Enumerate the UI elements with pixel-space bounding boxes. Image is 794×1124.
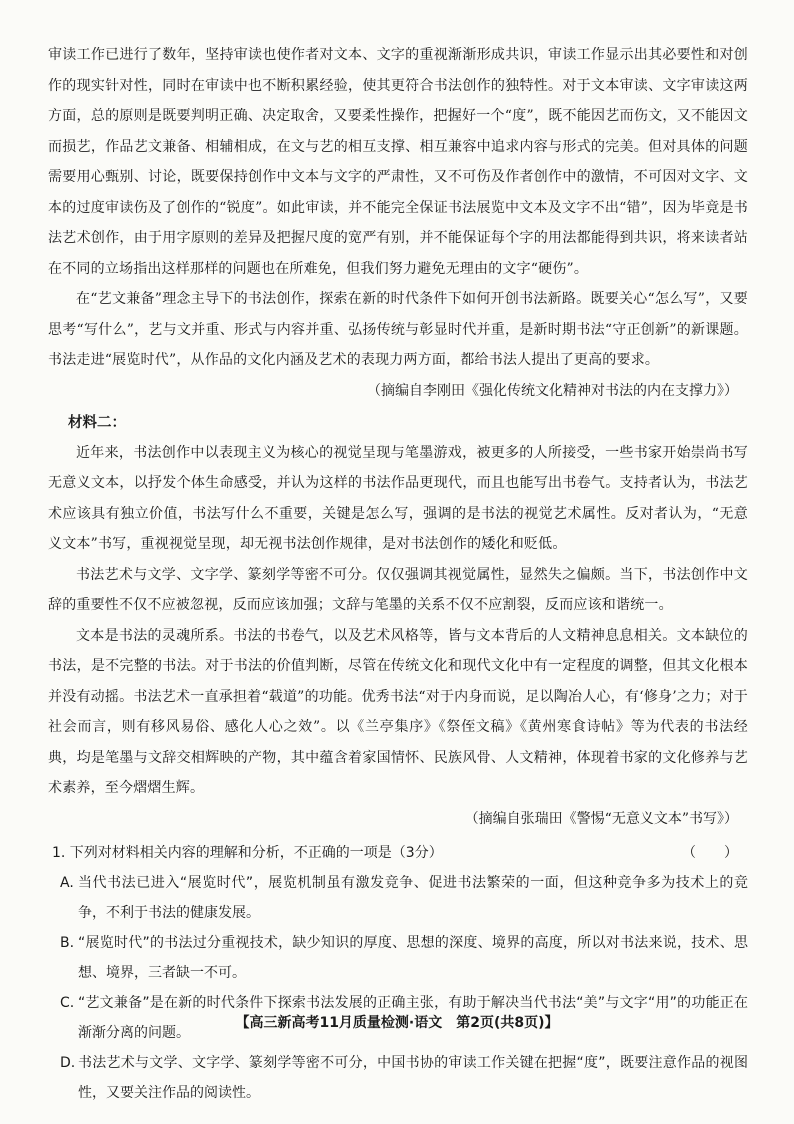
material-two bbox=[48, 408, 748, 834]
option-text: “艺文兼备”是在新的时代条件下探索书法发展的正确主张，有助于解决当代书法“美”与文字“用”的功能正在渐渐分离的问题。 bbox=[78, 994, 748, 1041]
material-two-source: （摘编自张瑞田《警惕“无意义文本”书写》） bbox=[464, 810, 738, 827]
question-1-stem-row bbox=[48, 838, 748, 868]
answer-blank: （ ） bbox=[682, 844, 738, 861]
option-b bbox=[48, 928, 748, 988]
option-a bbox=[48, 868, 748, 928]
material-one-source: （摘编自李刚田《强化传统文化精神对书法的内在支撑力》） bbox=[367, 382, 738, 399]
option-letter: B. bbox=[60, 934, 75, 951]
material-one-continuation bbox=[48, 40, 748, 406]
option-letter: D. bbox=[60, 1054, 76, 1071]
material-one-paragraph: 在“艺文兼备”理念主导下的书法创作，探索在新的时代条件下如何开创书法新路。既要关心“怎么写”，又要思考“写什么”，艺与文并重、形式与内容并重、弘扬传统与彰显时代并重，是新时期书法“守正创新”的新课题。书法走进“展览时代”，从作品的文化内涵及艺术的表现力两方面，都给书法人提出了更高的要求。 bbox=[48, 291, 748, 368]
option-text: 书法艺术与文学、文字学、篆刻学等密不可分，中国书协的审读工作关键在把握“度”，既要注意作品的视图性，又要关注作品的阅读性。 bbox=[78, 1054, 748, 1101]
material-two-paragraph: 书法艺术与文学、文字学、篆刻学等密不可分。仅仅强调其视觉属性，显然失之偏颇。当下，书法创作中文辞的重要性不仅不应被忽视，反而应该加强；文辞与笔墨的关系不仅不应割裂，反而应该和谐统一。 bbox=[48, 566, 748, 613]
material-one-paragraph: 审读工作已进行了数年，坚持审读也使作者对文本、文字的重视渐渐形成共识，审读工作显示出其必要性和对创作的现实针对性，同时在审读中也不断积累经验，使其更符合书法创作的独特性。对于文本审读、文字审读这两方面，总的原则是既要判明正确、决定取舍，又要柔性操作，把握好一个“度”，既不能因艺而伤文，又不能因文而损艺，作品艺文兼备、相辅相成，在文与艺的相互支撑、相互兼容中追求内容与形式的完美。但对具体的问题需要用心甄别、讨论，既要保持创作中文本与文字的严肃性，又不可伤及作者创作中的激情，不可因对文字、文本的过度审读伤及了创作的“锐度”。如此审读，并不能完全保证书法展览中文本及文字不出“错”，因为毕竟是书法艺术创作，由于用字原则的差异及把握尺度的宽严有别，并不能保证每个字的用法都能得到共识，将来读者站在不同的立场指出这样那样的问题也在所难免，但我们努力避免无理由的文字“硬伤”。 bbox=[48, 47, 748, 277]
question-1 bbox=[48, 838, 748, 1108]
option-text: “展览时代”的书法过分重视技术，缺少知识的厚度、思想的深度、境界的高度，所以对书法来说，技术、思想、境界，三者缺一不可。 bbox=[78, 934, 748, 981]
option-letter: C. bbox=[60, 994, 75, 1011]
page-footer: 【高三新高考11月质量检测·语文 第2页(共8页)】 bbox=[235, 1015, 559, 1031]
option-d bbox=[48, 1048, 748, 1108]
material-two-heading: 材料二： bbox=[68, 413, 126, 431]
material-two-paragraph: 近年来，书法创作中以表现主义为核心的视觉呈现与笔墨游戏，被更多的人所接受，一些书家开始崇尚书写无意义文本，以抒发个体生命感受，并认为这样的书法作品更现代，而且也能写出书卷气。支持者认为，书法艺术应该具有独立价值，书法写什么不重要，关键是怎么写，强调的是书法的视觉艺术属性。反对者认为，“无意义文本”书写，重视视觉呈现，却无视书法创作规律，是对书法创作的矮化和贬低。 bbox=[48, 444, 748, 552]
question-1-stem: 1. 下列对材料相关内容的理解和分析，不正确的一项是（3分） bbox=[52, 844, 443, 861]
option-text: 当代书法已进入“展览时代”，展览机制虽有激发竞争、促进书法繁荣的一面，但这种竞争多为技术上的竞争，不利于书法的健康发展。 bbox=[78, 874, 748, 921]
option-letter: A. bbox=[60, 874, 74, 891]
material-two-paragraph: 文本是书法的灵魂所系。书法的书卷气，以及艺术风格等，皆与文本背后的人文精神息息相关。文本缺位的书法，是不完整的书法。对于书法的价值判断，尽管在传统文化和现代文化中有一定程度的调整，但其文化根本并没有动摇。书法艺术一直承担着“载道”的功能。优秀书法“对于内身而说，足以陶冶人心，有‘修身’之力；对于社会而言，则有移风易俗、感化人心之效”。以《兰亭集序》《祭侄文稿》《黄州寒食诗帖》等为代表的书法经典，均是笔墨与文辞交相辉映的产物，其中蕴含着家国情怀、民族风骨、人文精神，体现着书家的文化修养与艺术素养，至今熠熠生辉。 bbox=[48, 627, 748, 796]
